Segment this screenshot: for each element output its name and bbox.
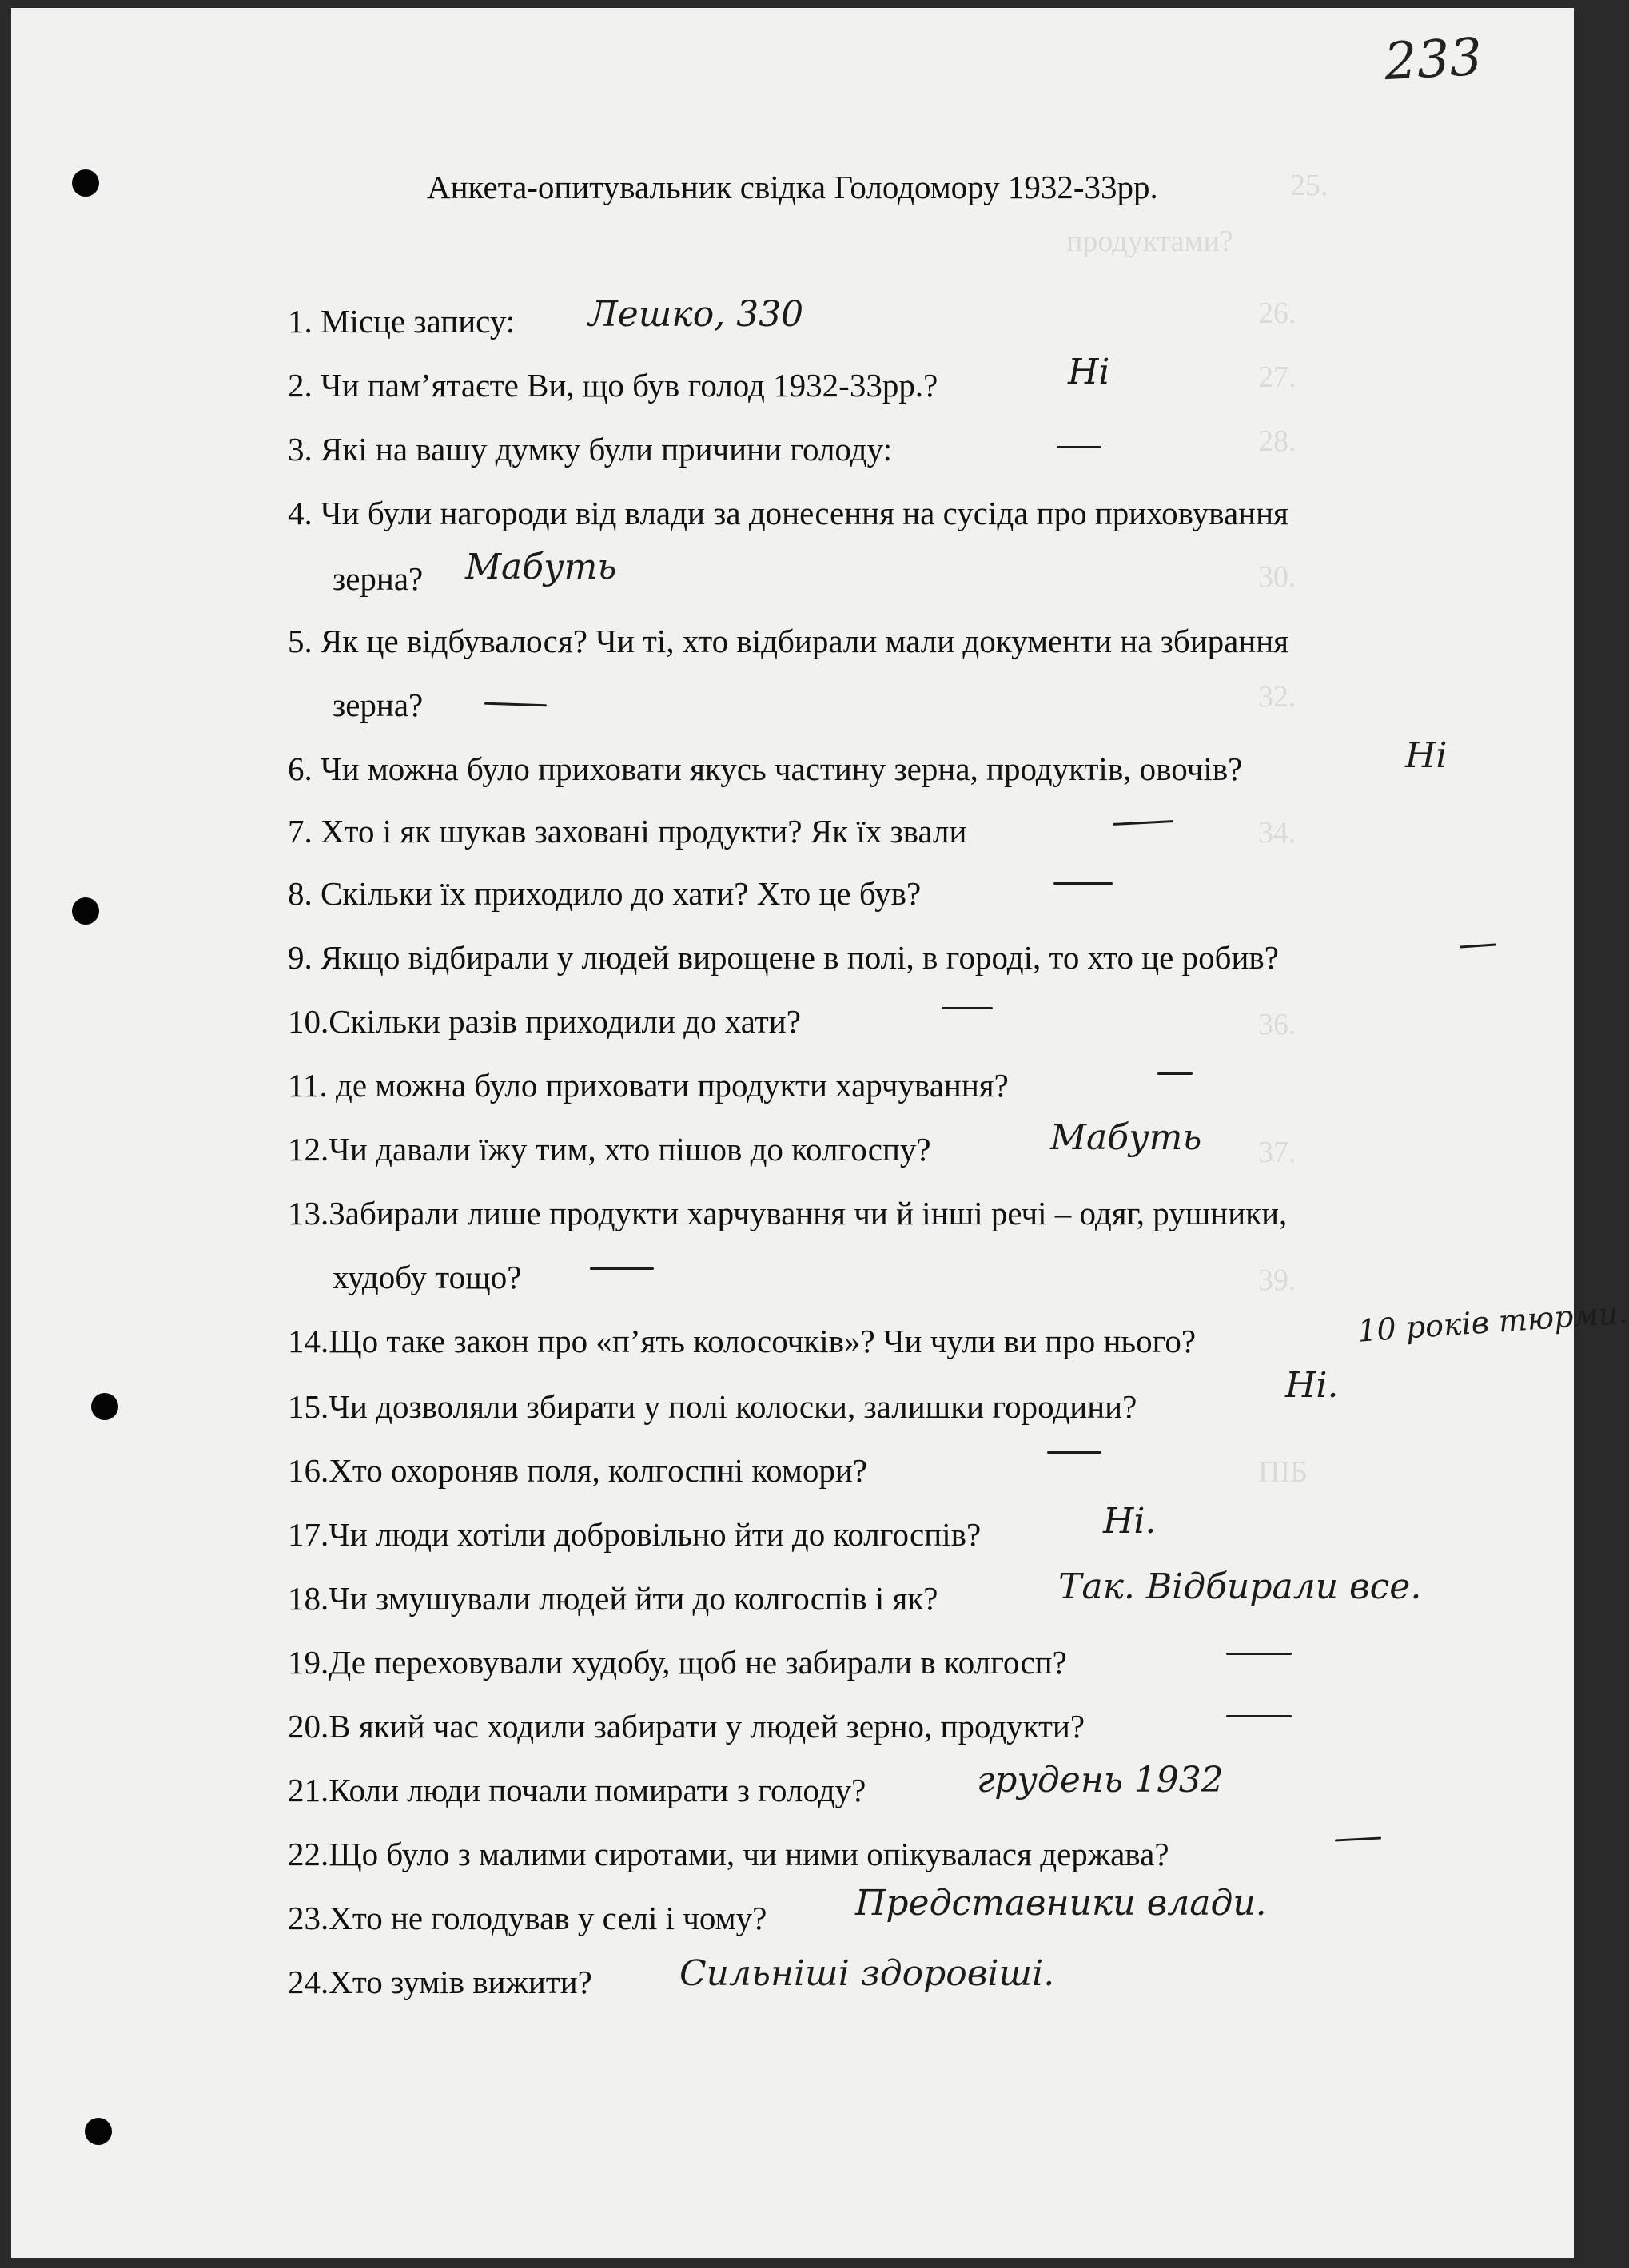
question-number: 4.: [288, 495, 313, 531]
answer-8: [1053, 882, 1113, 885]
question-text: де можна було приховати продукти харчування?: [335, 1067, 1009, 1104]
question-1: [288, 302, 515, 340]
answer-12: Мабуть: [1050, 1117, 1202, 1158]
page-title: Анкета-опитувальник свідка Голодомору 1932-33рр.: [427, 169, 1158, 205]
answer-24: Сильніші здоровіші.: [679, 1953, 1055, 1994]
answer-17: Ні.: [1103, 1501, 1157, 1542]
answer-7: [1113, 820, 1173, 826]
question-8: [288, 874, 921, 913]
punch-hole: [72, 169, 99, 197]
question-number: 11.: [288, 1067, 328, 1104]
question-text: Місце запису:: [321, 303, 516, 340]
answer-2: Ні: [1068, 352, 1110, 392]
page-number: 233: [1383, 27, 1484, 93]
question-4: [288, 494, 1288, 532]
question-text: Які на вашу думку були причини голоду:: [321, 431, 892, 468]
question-text: Чи були нагороди від влади за донесення на сусіда про приховування: [321, 495, 1288, 531]
question-7: [288, 812, 966, 850]
document-page: 25. продуктами? 26. 27. 28. 30. 32. 34. 36. 37. 39. ПІБ 233 Анкета-опитувальник свідка Голодомору 1932-33рр. 1. Місце запису: Лешко, 330 2. Чи пам’ятаєте Ви, що був голод 1932-33рр.? Ні 3. Які на вашу думку були причини голоду: 4. Чи були нагороди від влади за донесення на сусіда про приховування зерна? Мабуть 5. Як це відбувалося? Чи ті, хто відбирали мали документи на збирання зерна? 6. Чи можна було приховати якусь частину зерна, продуктів, овочів? Ні 7. Хто і як шукав заховані продукти? Як їх звали 8. Скільки їх приходило до хати? Хто це був? 9. Якщо відбирали у людей вирощене в полі, в городі, то хто це робив? 10.Скільки разів приходили до хати? 11. де можна було приховати продукти харчування? 12.Чи давали їжу тим, хто пішов до колгоспу? Мабуть 13.Забирали лише продукти харчування чи й інші речі – одяг, рушники, худобу тощо? 14.Що таке закон про «п’ять колосочків»? Чи чули ви про нього? 10 років тюрми. 15.Чи дозволяли збирати у полі колоски, залишки городини? Ні. 16.Хто охороняв поля, колгоспні комори? 17.Чи люди хотіли добровільно йти до колгоспів? Ні. 18.Чи змушували людей йти до колгоспів і як? Так. Відбирали все. 19.Де переховували худобу, щоб не забирали в колгосп? 20.В який час ходили забирати у людей зерно, продукти? 21.Коли люди почали помирати з голоду? грудень 1932 22.Що було з малими сиротами, чи ними опікувалася держава? 23.Хто не голодував у селі і чому? Представники влади. 24.Хто зумів вижити? Сильніші здоровіші.: [11, 8, 1574, 2258]
answer-23: Представники влади.: [855, 1883, 1267, 1924]
answer-11: [1157, 1072, 1193, 1075]
question-number: 2.: [288, 367, 313, 404]
question-text: Як це відбувалося? Чи ті, хто відбирали мали документи на збирання: [321, 623, 1289, 659]
question-number: 13.: [288, 1195, 329, 1231]
question-number: 10.: [288, 1003, 329, 1040]
question-number: 7.: [288, 813, 313, 850]
question-15: [288, 1387, 1137, 1426]
question-number: 19.: [288, 1644, 329, 1681]
punch-hole: [91, 1393, 118, 1420]
question-number: 18.: [288, 1580, 329, 1617]
question-text: Що таке закон про «п’ять колосочків»? Чи чули ви про нього?: [329, 1323, 1197, 1359]
question-5-continued: зерна?: [333, 686, 424, 723]
answer-10: [942, 1007, 993, 1009]
answer-20: [1226, 1715, 1292, 1717]
question-text: Коли люди почали помирати з голоду?: [329, 1772, 866, 1808]
answer-15: Ні.: [1285, 1365, 1339, 1406]
answer-19: [1226, 1653, 1292, 1655]
question-3: [288, 430, 892, 468]
question-text: Хто зумів вижити?: [329, 1964, 592, 2000]
answer-3: [1057, 446, 1101, 448]
question-13: [288, 1194, 1287, 1232]
question-text: В який час ходили забирати у людей зерно, продукти?: [329, 1708, 1085, 1745]
question-11: [288, 1066, 1009, 1104]
answer-16: [1047, 1451, 1101, 1454]
question-number: 12.: [288, 1131, 329, 1168]
answer-6: Ні: [1405, 735, 1448, 776]
answer-1: Лешко, 330: [588, 294, 804, 335]
question-13-continued: худобу тощо?: [333, 1259, 522, 1295]
question-text: Хто і як шукав заховані продукти? Як їх звали: [321, 813, 967, 850]
question-text: Скільки разів приходили до хати?: [329, 1003, 801, 1040]
question-number: 22.: [288, 1836, 329, 1872]
question-number: 5.: [288, 623, 313, 659]
question-number: 6.: [288, 750, 313, 787]
answer-14: 10 років тюрми.: [1356, 1295, 1629, 1349]
question-text: Скільки їх приходило до хати? Хто це був?: [321, 875, 922, 912]
question-text: Хто охороняв поля, колгоспні комори?: [329, 1452, 867, 1489]
question-number: 17.: [288, 1516, 329, 1553]
punch-hole: [72, 897, 99, 925]
question-number: 15.: [288, 1388, 329, 1425]
question-21: [288, 1771, 866, 1809]
question-5: [288, 622, 1288, 660]
question-22: [288, 1835, 1169, 1873]
answer-13: [590, 1267, 654, 1270]
question-text: Чи дозволяли збирати у полі колоски, залишки городини?: [329, 1388, 1137, 1425]
question-number: 23.: [288, 1900, 329, 1936]
question-text: Забирали лише продукти харчування чи й інші речі – одяг, рушники,: [329, 1195, 1288, 1231]
answer-9: [1460, 943, 1496, 948]
question-text: Де переховували худобу, щоб не забирали в колгосп?: [329, 1644, 1067, 1681]
question-17: [288, 1515, 981, 1554]
question-text: Чи люди хотіли добровільно йти до колгоспів?: [329, 1516, 982, 1553]
question-text: Чи можна було приховати якусь частину зерна, продуктів, овочів?: [321, 750, 1243, 787]
question-10: [288, 1002, 801, 1040]
question-number: 20.: [288, 1708, 329, 1745]
punch-hole: [85, 2118, 112, 2145]
question-text: Чи пам’ятаєте Ви, що був голод 1932-33рр.?: [321, 367, 938, 404]
question-number: 1.: [288, 303, 313, 340]
question-24: [288, 1963, 592, 2001]
question-16: [288, 1451, 867, 1490]
question-number: 21.: [288, 1772, 329, 1808]
question-text: Що було з малими сиротами, чи ними опікувалася держава?: [329, 1836, 1169, 1872]
question-20: [288, 1707, 1085, 1745]
question-14: [288, 1322, 1196, 1360]
question-number: 24.: [288, 1964, 329, 2000]
answer-4: Мабуть: [465, 547, 617, 587]
answer-22: [1335, 1836, 1381, 1841]
answer-18: Так. Відбирали все.: [1058, 1566, 1422, 1607]
answer-21: грудень 1932: [977, 1760, 1224, 1800]
question-12: [288, 1130, 931, 1168]
question-23: [288, 1899, 767, 1937]
question-number: 14.: [288, 1323, 329, 1359]
question-4-continued: зерна?: [333, 560, 424, 597]
question-number: 16.: [288, 1452, 329, 1489]
question-2: [288, 366, 938, 404]
question-19: [288, 1643, 1067, 1681]
question-6: [288, 750, 1242, 788]
question-number: 3.: [288, 431, 313, 468]
question-18: [288, 1579, 938, 1617]
question-text: Хто не голодував у селі і чому?: [329, 1900, 767, 1936]
question-number: 9.: [288, 939, 313, 976]
question-text: Чи давали їжу тим, хто пішов до колгоспу?: [329, 1131, 931, 1168]
answer-5: [484, 702, 547, 707]
question-text: Якщо відбирали у людей вирощене в полі, в городі, то хто це робив?: [321, 939, 1279, 976]
question-text: Чи змушували людей йти до колгоспів і як?: [329, 1580, 938, 1617]
question-9: [288, 938, 1279, 977]
question-number: 8.: [288, 875, 313, 912]
